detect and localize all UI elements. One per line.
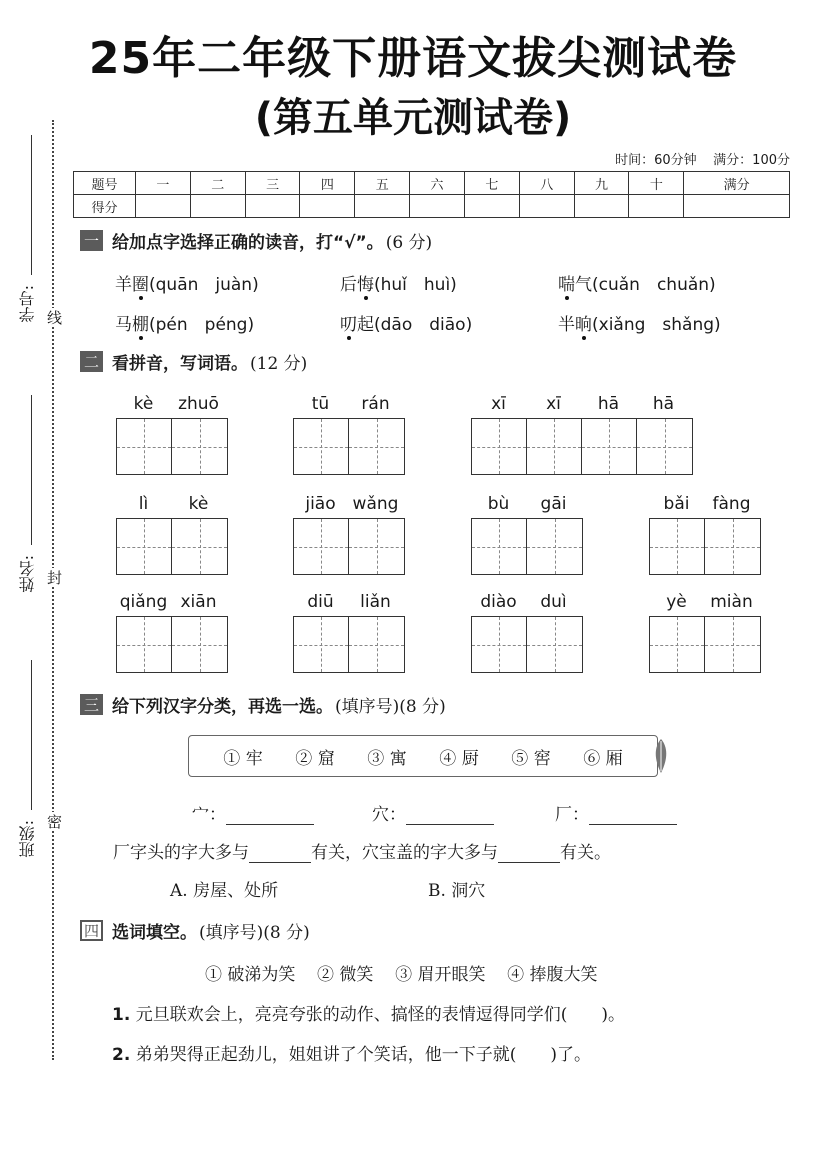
pinyin: qiǎng bbox=[119, 592, 168, 612]
pinyin: xiān bbox=[180, 592, 217, 612]
pinyin: xī bbox=[491, 394, 506, 414]
answer-blank[interactable] bbox=[249, 843, 311, 863]
writing-box[interactable] bbox=[294, 419, 349, 474]
score-table-row-label: 得分 bbox=[74, 195, 136, 218]
name-line[interactable] bbox=[31, 395, 32, 545]
writing-box[interactable] bbox=[117, 419, 172, 474]
radical-blank bbox=[555, 800, 677, 825]
pronunciation-item[interactable]: 马棚(pén péng) bbox=[115, 315, 255, 335]
writing-box[interactable] bbox=[472, 519, 527, 574]
score-col: 满分 bbox=[684, 172, 790, 195]
pronunciation-item[interactable]: 喘气(cuǎn chuǎn) bbox=[558, 275, 716, 295]
radical-label: 宀： bbox=[192, 805, 226, 825]
writing-box[interactable] bbox=[294, 617, 349, 672]
score-table-score-row bbox=[74, 195, 790, 218]
pinyin: liǎn bbox=[360, 592, 391, 612]
student-no-label: 学号: bbox=[18, 285, 37, 323]
writing-box[interactable] bbox=[705, 617, 760, 672]
score-col: 四 bbox=[300, 172, 355, 195]
student-no-line[interactable] bbox=[31, 135, 32, 275]
section1-title: 给加点字选择正确的读音，打“√”。 bbox=[112, 233, 384, 253]
char-option: ④ 厨 bbox=[439, 748, 479, 769]
pinyin: fàng bbox=[712, 494, 751, 514]
full-score: 满分：100分 bbox=[713, 153, 790, 168]
score-col: 三 bbox=[245, 172, 300, 195]
score-cell[interactable] bbox=[464, 195, 519, 218]
name-label: 姓名: bbox=[18, 555, 37, 593]
pinyin: wǎng bbox=[352, 494, 399, 514]
pinyin: miàn bbox=[710, 592, 753, 612]
pronunciation-item[interactable]: 后悔(huǐ huì) bbox=[340, 275, 457, 295]
question-number: 2. bbox=[112, 1045, 131, 1065]
question-text[interactable]: 弟弟哭得正起劲儿，姐姐讲了个笑话，他一下子就( )了。 bbox=[135, 1045, 591, 1065]
score-cell[interactable] bbox=[190, 195, 245, 218]
pronunciation-item[interactable]: 叨起(dāo diāo) bbox=[340, 315, 473, 335]
word-group bbox=[471, 394, 693, 475]
pinyin-options[interactable]: (dāo diāo) bbox=[374, 315, 473, 335]
writing-box[interactable] bbox=[349, 519, 404, 574]
pinyin: gāi bbox=[540, 494, 567, 514]
pinyin: zhuō bbox=[178, 394, 219, 414]
score-cell[interactable] bbox=[136, 195, 191, 218]
pinyin-options[interactable]: (cuǎn chuǎn) bbox=[592, 275, 716, 295]
score-col: 二 bbox=[190, 172, 245, 195]
writing-box[interactable] bbox=[172, 519, 227, 574]
pinyin-options[interactable]: (quān juàn) bbox=[149, 275, 259, 295]
writing-box[interactable] bbox=[349, 419, 404, 474]
writing-box[interactable] bbox=[294, 519, 349, 574]
pinyin: bǎi bbox=[663, 494, 690, 514]
char-option: ⑥ 厢 bbox=[583, 748, 623, 769]
pinyin: xī bbox=[546, 394, 561, 414]
section1-heading bbox=[80, 228, 432, 253]
char-option: ① 牢 bbox=[223, 748, 263, 769]
radical-label: 厂： bbox=[555, 805, 589, 825]
section4-number: 四 bbox=[80, 920, 103, 941]
answer-blank[interactable] bbox=[226, 805, 314, 825]
answer-blank[interactable] bbox=[406, 805, 494, 825]
section3-number: 三 bbox=[80, 694, 103, 715]
word-group bbox=[649, 592, 761, 673]
section2-number: 二 bbox=[80, 351, 103, 372]
pinyin: diū bbox=[307, 592, 334, 612]
dotted-char: 棚 bbox=[132, 315, 149, 335]
pinyin-options[interactable]: (xiǎng shǎng) bbox=[592, 315, 721, 335]
score-cell[interactable] bbox=[574, 195, 629, 218]
pinyin: yè bbox=[666, 592, 687, 612]
writing-box[interactable] bbox=[650, 519, 705, 574]
pinyin: kè bbox=[188, 494, 209, 514]
option-b: B. 洞穴 bbox=[428, 881, 486, 901]
word-group bbox=[293, 494, 405, 575]
leaf-icon bbox=[650, 737, 672, 775]
score-col: 五 bbox=[355, 172, 410, 195]
section3-title: 给下列汉字分类，再选一选。 bbox=[112, 697, 333, 717]
writing-box[interactable] bbox=[172, 617, 227, 672]
classification-sentence: 厂字头的字大多与 有关，穴宝盖的字大多与 有关。 bbox=[113, 843, 611, 863]
writing-box[interactable] bbox=[117, 617, 172, 672]
word-option: ④ 捧腹大笑 bbox=[507, 965, 598, 985]
word-bank bbox=[205, 960, 598, 985]
pinyin: diào bbox=[480, 592, 517, 612]
writing-box[interactable] bbox=[527, 519, 582, 574]
dotted-char: 喘 bbox=[558, 275, 575, 295]
binding-word-close: 密 bbox=[45, 814, 63, 829]
word-group bbox=[471, 494, 583, 575]
question-text[interactable]: 元旦联欢会上，亮亮夸张的动作、搞怪的表情逗得同学们( )。 bbox=[135, 1005, 625, 1025]
dotted-char: 叨 bbox=[340, 315, 357, 335]
pinyin: hā bbox=[597, 394, 620, 414]
word-group bbox=[293, 592, 405, 673]
pinyin: hā bbox=[652, 394, 675, 414]
character-banner bbox=[188, 735, 658, 777]
dotted-char: 圈 bbox=[132, 275, 149, 295]
score-cell[interactable] bbox=[684, 195, 790, 218]
score-cell[interactable] bbox=[519, 195, 574, 218]
section2-heading bbox=[80, 349, 307, 374]
section1-number: 一 bbox=[80, 230, 103, 251]
word-group bbox=[649, 494, 761, 575]
pinyin: tū bbox=[311, 394, 330, 414]
writing-box[interactable] bbox=[650, 617, 705, 672]
writing-box[interactable] bbox=[172, 419, 227, 474]
section3-score: (填序号)(8 分) bbox=[335, 697, 446, 717]
binding-dotted-line bbox=[52, 120, 54, 1060]
word-group bbox=[471, 592, 583, 673]
word-group bbox=[116, 592, 228, 673]
radical-blank bbox=[372, 800, 494, 825]
pinyin-options[interactable]: (pén péng) bbox=[149, 315, 255, 335]
score-col: 九 bbox=[574, 172, 629, 195]
pinyin: rán bbox=[361, 394, 390, 414]
pinyin: lì bbox=[138, 494, 149, 514]
section1-score: (6 分) bbox=[385, 233, 433, 253]
dotted-char: 晌 bbox=[575, 315, 592, 335]
score-cell[interactable] bbox=[245, 195, 300, 218]
section2-title: 看拼音，写词语。 bbox=[112, 354, 248, 374]
score-col: 六 bbox=[410, 172, 465, 195]
page-subtitle: (第五单元测试卷) bbox=[254, 95, 572, 141]
pinyin: kè bbox=[133, 394, 154, 414]
char-option: ⑤ 窖 bbox=[511, 748, 551, 769]
radical-blank bbox=[192, 800, 314, 825]
score-col: 一 bbox=[136, 172, 191, 195]
question-2 bbox=[112, 1040, 591, 1065]
question-number: 1. bbox=[112, 1005, 131, 1025]
writing-box[interactable] bbox=[527, 419, 582, 474]
writing-box[interactable] bbox=[349, 617, 404, 672]
pinyin: duì bbox=[540, 592, 567, 612]
binding-word-line: 线 bbox=[45, 310, 63, 325]
score-col: 八 bbox=[519, 172, 574, 195]
writing-box[interactable] bbox=[637, 419, 692, 474]
writing-box[interactable] bbox=[527, 617, 582, 672]
score-col: 七 bbox=[464, 172, 519, 195]
section4-score: (填序号)(8 分) bbox=[199, 923, 310, 943]
question-1 bbox=[112, 1000, 625, 1025]
binding-word-seal: 封 bbox=[45, 570, 63, 585]
score-table bbox=[73, 171, 790, 218]
class-label: 班级: bbox=[18, 820, 37, 858]
answer-blank[interactable] bbox=[589, 805, 677, 825]
word-option: ③ 眉开眼笑 bbox=[395, 965, 486, 985]
word-group bbox=[116, 394, 228, 475]
writing-box[interactable] bbox=[472, 419, 527, 474]
score-cell[interactable] bbox=[629, 195, 684, 218]
option-a: A. 房屋、处所 bbox=[170, 881, 279, 901]
score-cell[interactable] bbox=[355, 195, 410, 218]
radical-label: 穴： bbox=[372, 805, 406, 825]
score-table-row-label: 题号 bbox=[74, 172, 136, 195]
char-option: ② 窟 bbox=[295, 748, 335, 769]
char-option: ③ 寓 bbox=[367, 748, 407, 769]
word-group bbox=[293, 394, 405, 475]
score-table-header-row bbox=[74, 172, 790, 195]
section2-score: (12 分) bbox=[250, 354, 308, 374]
pinyin: jiāo bbox=[305, 494, 336, 514]
section3-heading bbox=[80, 692, 446, 717]
class-line[interactable] bbox=[31, 660, 32, 810]
writing-box[interactable] bbox=[582, 419, 637, 474]
word-option: ① 破涕为笑 bbox=[205, 965, 296, 985]
page-title: 25年二年级下册语文拔尖测试卷 bbox=[88, 33, 738, 84]
word-group bbox=[116, 494, 228, 575]
dotted-char: 悔 bbox=[357, 275, 374, 295]
score-col: 十 bbox=[629, 172, 684, 195]
writing-box[interactable] bbox=[705, 519, 760, 574]
section4-title: 选词填空。 bbox=[112, 923, 197, 943]
score-cell[interactable] bbox=[300, 195, 355, 218]
section4-heading bbox=[80, 918, 310, 943]
time-limit: 时间：60分钟 bbox=[615, 153, 697, 168]
pinyin: bù bbox=[487, 494, 510, 514]
score-cell[interactable] bbox=[410, 195, 465, 218]
answer-blank[interactable] bbox=[498, 843, 560, 863]
writing-box[interactable] bbox=[117, 519, 172, 574]
writing-box[interactable] bbox=[472, 617, 527, 672]
pronunciation-item[interactable]: 半晌(xiǎng shǎng) bbox=[558, 315, 721, 335]
pinyin-options[interactable]: (huǐ huì) bbox=[374, 275, 457, 295]
word-option: ② 微笑 bbox=[317, 965, 374, 985]
pronunciation-item[interactable]: 羊圈(quān juàn) bbox=[115, 275, 259, 295]
time-info bbox=[615, 149, 790, 168]
